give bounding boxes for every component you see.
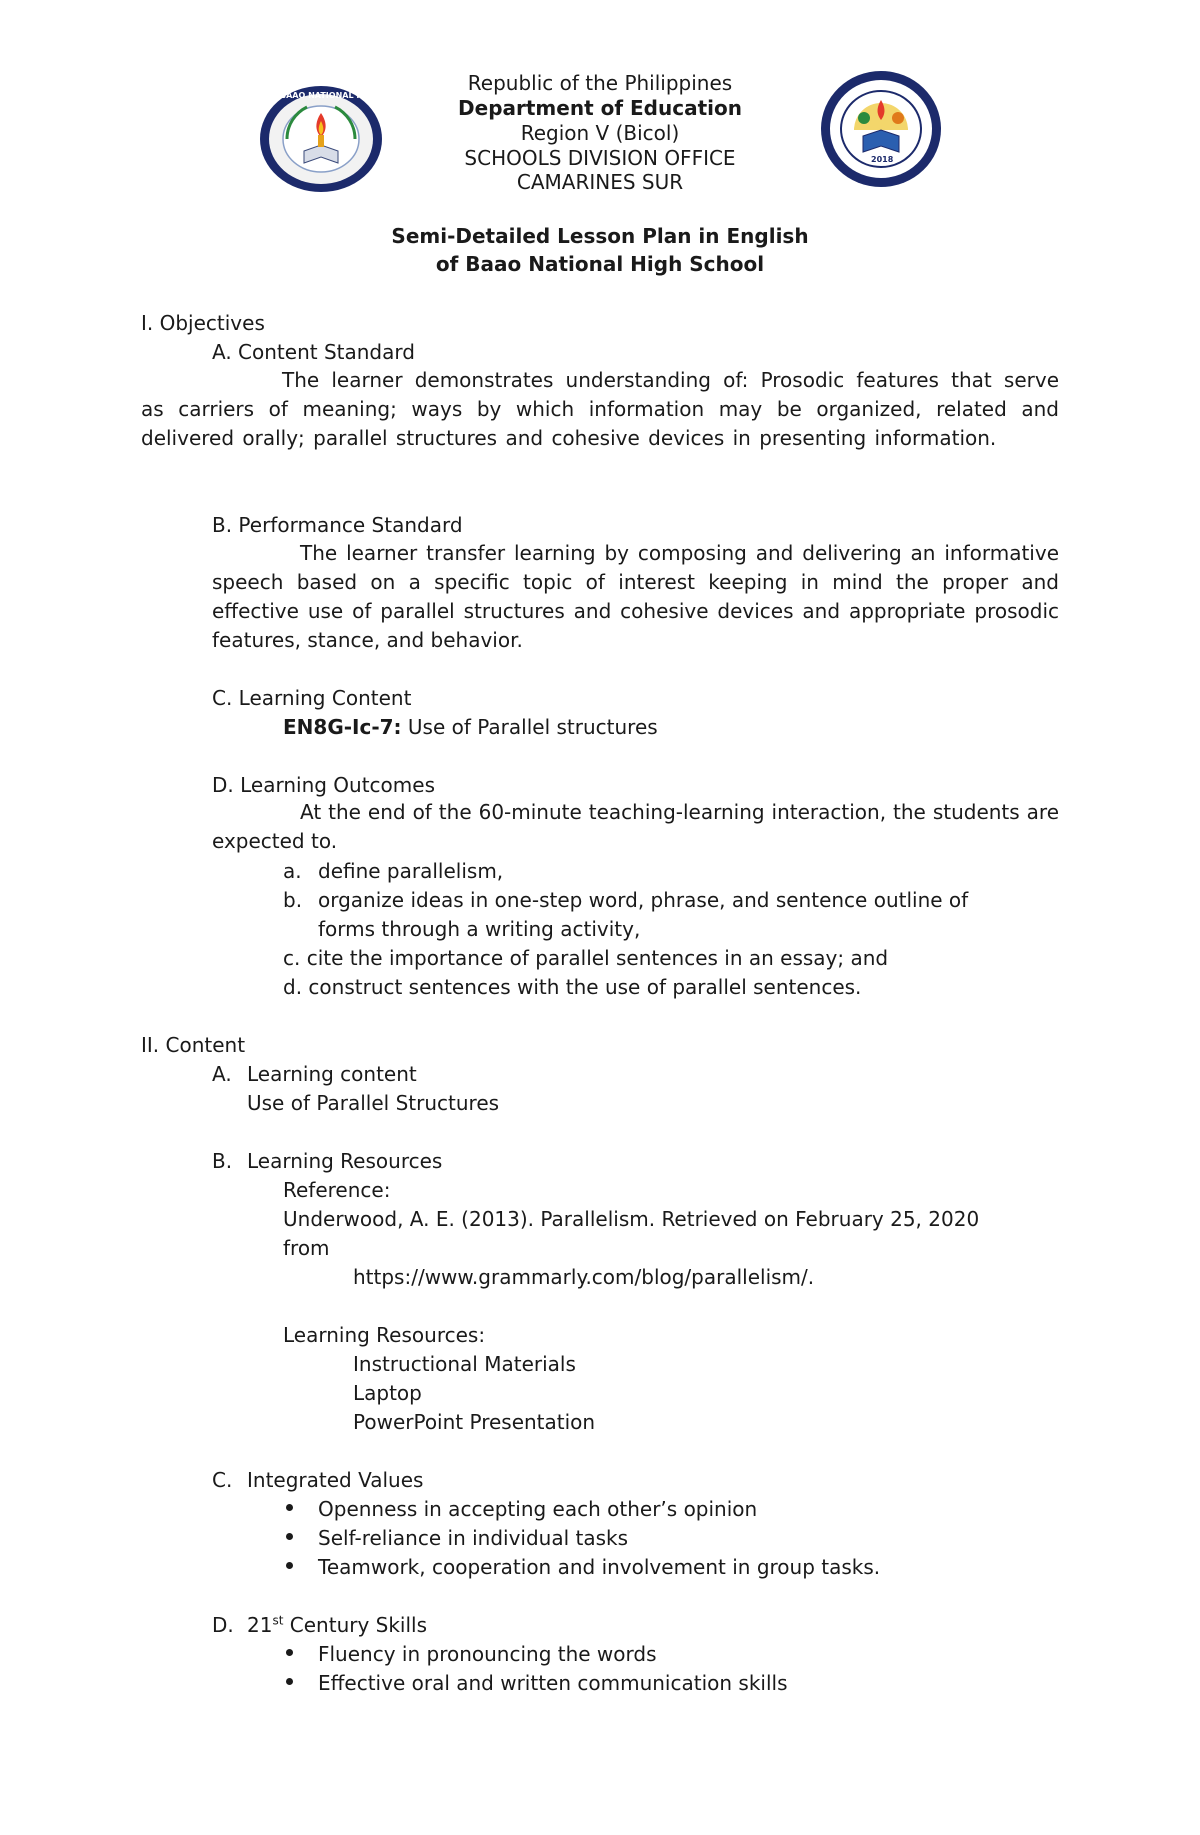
outcome-marker: c. [283,946,301,970]
skill-item: Fluency in pronouncing the words [318,1642,657,1666]
content-a-text: Use of Parallel Structures [247,1091,500,1115]
outcome-text: cite the importance of parallel sentences in an essay; and [306,946,889,970]
value-item: Openness in accepting each other’s opinion [318,1497,758,1521]
outcome-item [283,946,888,970]
reference-url: https://www.grammarly.com/blog/parallelism/. [353,1265,815,1289]
resources-label: Learning Resources: [283,1323,486,1347]
learning-content-line [283,715,658,739]
reference-citation: Underwood, A. E. (2013). Parallelism. Retrieved on February 25, 2020 [283,1207,980,1231]
bullet-icon [286,1562,293,1569]
content-b-title: Learning Resources [247,1149,443,1173]
seal-right-year: 2018 [871,155,894,164]
resource-item: Instructional Materials [353,1352,576,1376]
content-d-marker: D. [212,1613,234,1637]
content-c-title: Integrated Values [247,1468,424,1492]
d-title-number: 21 [247,1613,273,1637]
outcome-item: define parallelism, [318,859,504,883]
value-item: Teamwork, cooperation and involvement in group tasks. [318,1555,881,1579]
school-seal-right-icon [820,70,942,188]
outcome-marker: b. [283,888,303,912]
content-b-marker: B. [212,1149,233,1173]
lesson-plan-title: Semi-Detailed Lesson Plan in English [391,224,809,248]
resource-item: Laptop [353,1381,422,1405]
reference-from: from [283,1236,330,1260]
objectives-heading: I. Objectives [141,311,265,335]
outcome-item-continued: forms through a writing activity, [318,917,641,941]
outcome-item [283,975,861,999]
performance-standard-label: B. Performance Standard [212,513,463,537]
seal-left-caption: BAAO NATIONAL HIGH SCHOOL [280,91,420,100]
learning-outcomes-intro: At the end of the 60-minute teaching-learning interaction, the students are expected to. [212,800,1059,853]
bullet-icon [286,1678,293,1685]
resource-item: PowerPoint Presentation [353,1410,596,1434]
content-standard-text: The learner demonstrates understanding of: Prosodic features that serve as carriers of meaning; ways by which information may be organized, related and delivered orally; parallel structures and cohesive devices in presenting information. [141,368,1059,450]
header-province: CAMARINES SUR [516,170,684,194]
outcome-marker: a. [283,859,302,883]
bullet-icon [286,1504,293,1511]
content-a-title: Learning content [247,1062,417,1086]
content-standard-label: A. Content Standard [212,340,415,364]
d-title-ordinal: st [272,1613,284,1628]
competency-text: Use of Parallel structures [407,715,658,739]
content-d-title [247,1613,427,1637]
school-seal-left-icon [259,85,383,193]
bullet-icon [286,1533,293,1540]
header-republic: Republic of the Philippines [467,71,733,95]
header-department: Department of Education [458,96,742,120]
learning-content-label: C. Learning Content [212,686,412,710]
reference-label: Reference: [283,1178,391,1202]
outcome-item: organize ideas in one-step word, phrase, and sentence outline of [318,888,969,912]
outcome-text: construct sentences with the use of parallel sentences. [308,975,862,999]
outcome-marker: d. [283,975,303,999]
content-c-marker: C. [212,1468,233,1492]
skill-item: Effective oral and written communication skills [318,1671,788,1695]
lesson-plan-subtitle: of Baao National High School [435,252,765,276]
content-a-marker: A. [212,1062,232,1086]
d-title-rest: Century Skills [283,1613,428,1637]
bullet-icon [286,1649,293,1656]
header-region: Region V (Bicol) [520,121,680,145]
learning-outcomes-label: D. Learning Outcomes [212,773,435,797]
competency-code: EN8G-Ic-7: [283,715,402,739]
header-division-office: SCHOOLS DIVISION OFFICE [464,146,736,170]
content-heading: II. Content [141,1033,246,1057]
performance-standard-text: The learner transfer learning by composing and delivering an informative speech based on a specific topic of interest keeping in mind the proper and effective use of parallel structures and cohesive devices and appropriate prosodic features, stance, and behavior. [212,541,1059,652]
value-item: Self-reliance in individual tasks [318,1526,629,1550]
